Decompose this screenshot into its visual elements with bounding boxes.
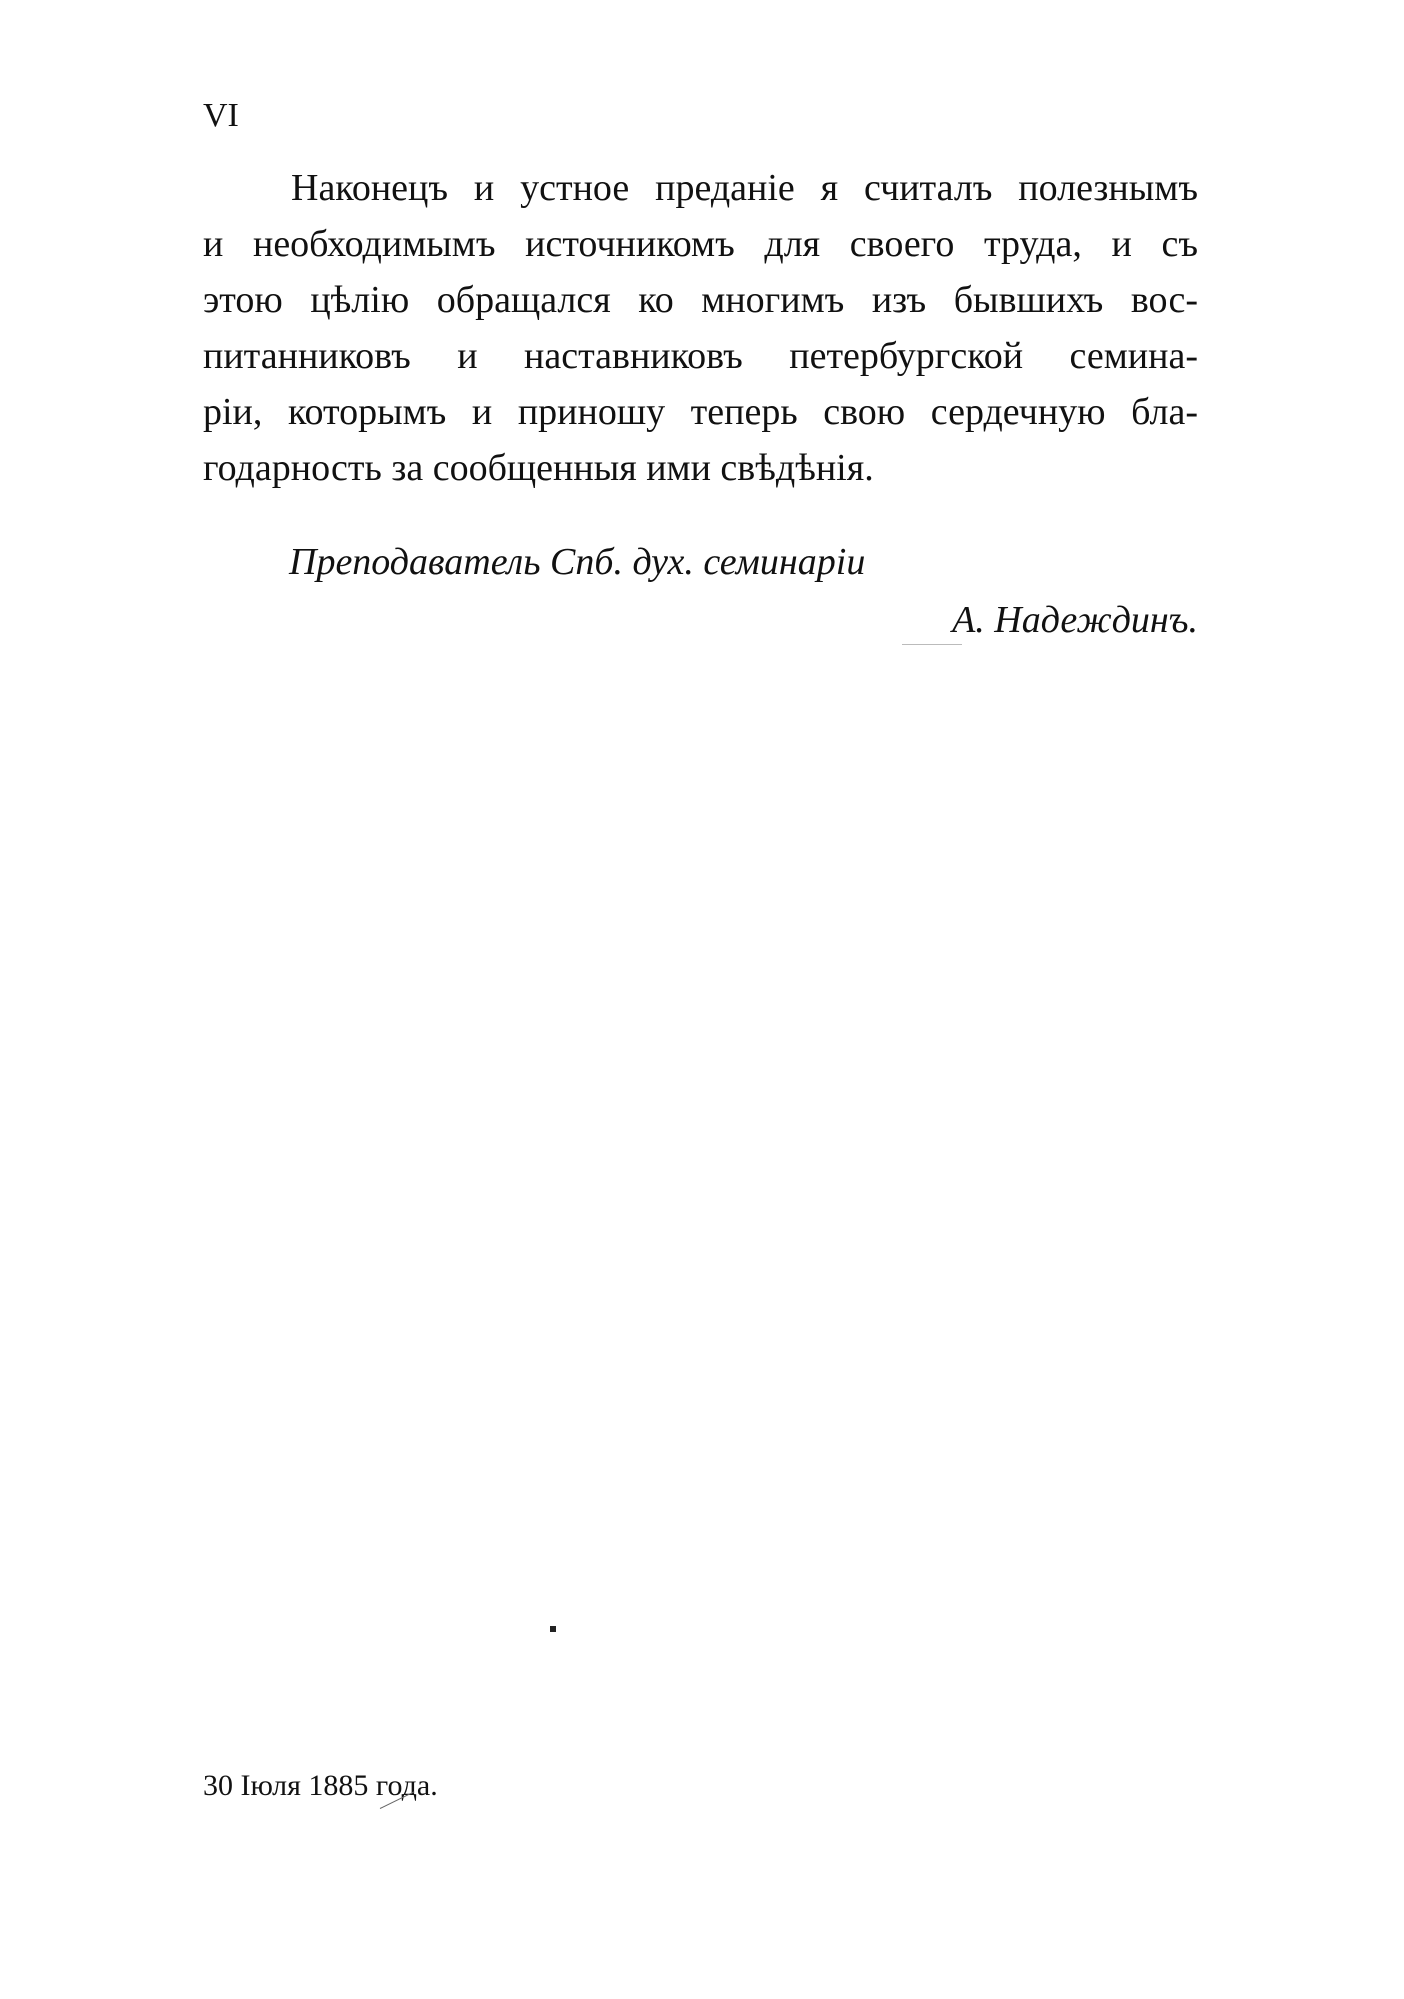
paragraph-line: Наконецъ и устное преданіе я считалъ полезнымъ bbox=[291, 167, 1198, 209]
paragraph-line: годарность за сообщенныя ими свѣдѣнія. bbox=[203, 447, 874, 489]
page-number: VI bbox=[203, 97, 239, 134]
paragraph-line: ріи, которымъ и приношу теперь свою сердечную бла- bbox=[203, 391, 1198, 433]
paragraph bbox=[203, 160, 1198, 496]
paragraph-line: питанниковъ и наставниковъ петербургской семина- bbox=[203, 335, 1198, 377]
paragraph-line: этою цѣлію обращался ко многимъ изъ бывшихъ вос- bbox=[203, 279, 1198, 321]
scan-mark bbox=[902, 644, 962, 645]
paragraph-line: и необходимымъ источникомъ для своего труда, и съ bbox=[203, 223, 1198, 265]
date-line: 30 Іюля 1885 года. bbox=[203, 1769, 438, 1802]
signature-name: А. Надеждинъ. bbox=[952, 599, 1198, 641]
signature-title: Преподаватель Спб. дух. семинаріи bbox=[289, 541, 866, 583]
scan-speck bbox=[550, 1626, 556, 1632]
